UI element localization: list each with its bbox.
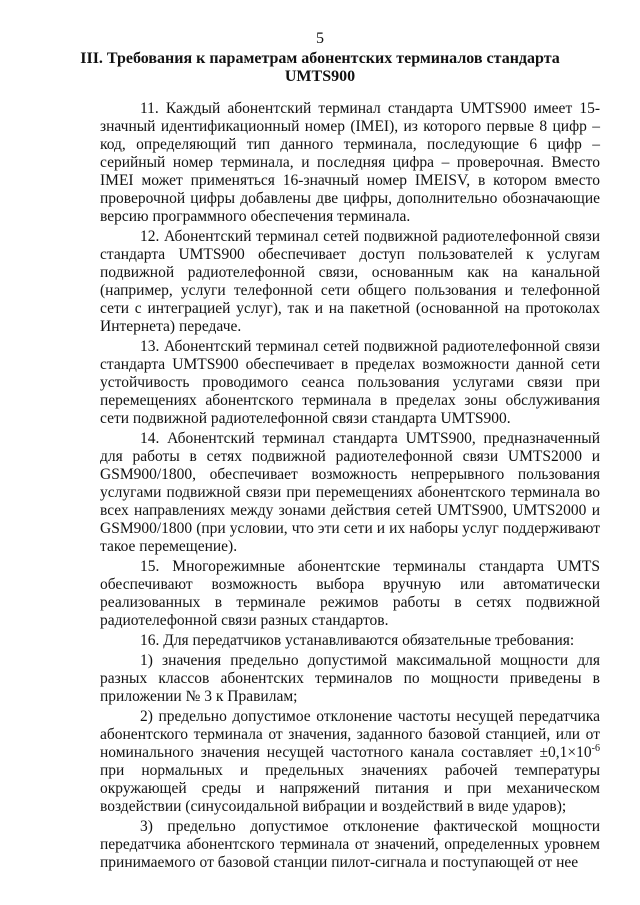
list-item-3: 3) предельно допустимое отклонение фактической мощности передатчика абонентского терминала от значений, определенных уровнем принимаемого от базовой станции пилот-сигнала и поступающей от нее: [100, 818, 600, 871]
paragraph-14: 14. Абонентский терминал стандарта UMTS900, предназначенный для работы в сетях подвижной радиотелефонной связи UMTS2000 и GSM900/1800, обеспечивает возможность непрерывного пользования услугами подвижной связи при перемещениях абонентского терминала во всех направлениях между зонами действия сетей UMTS900, UMTS2000 и GSM900/1800 (при условии, что эти сети и их наборы услуг поддерживают такое перемещение).: [100, 430, 600, 555]
document-body: [100, 100, 600, 874]
list-item-2: [100, 708, 600, 816]
paragraph-16: 16. Для передатчиков устанавливаются обязательные требования:: [140, 632, 575, 649]
section-heading: III. Требования к параметрам абонентских терминалов стандарта UMTS900: [80, 50, 560, 85]
paragraph-15: 15. Многорежимные абонентские терминалы стандарта UMTS обеспечивают возможность выбора вручную или автоматически реализованных в терминале режимов работы в сетях подвижной радиотелефонной связи разных стандартов.: [100, 558, 600, 629]
page-number: 5: [316, 30, 324, 47]
list-item-2-main: 2) предельно допустимое отклонение частоты несущей передатчика абонентского терминала от значения, заданного базовой станцией, или от номинального значения несущей частотного канала составляет ±0,1×10: [100, 708, 600, 761]
list-item-2-tail: при нормальных и предельных значениях рабочей температуры окружающей среды и напряжений питания и при механическом воздействии (синусоидальной вибрации и воздействий в виде ударов);: [100, 762, 600, 815]
list-item-2-exponent: -6: [591, 742, 600, 754]
paragraph-12: 12. Абонентский терминал сетей подвижной радиотелефонной связи стандарта UMTS900 обеспечивает доступ пользователей к услугам подвижной радиотелефонной связи, основанным как на канальной (например, услуги телефонной сети общего пользования и телефонной сети с интеграцией услуг), так и на пакетной (основанной на протоколах Интернета) передаче.: [100, 228, 600, 335]
paragraph-13: 13. Абонентский терминал сетей подвижной радиотелефонной связи стандарта UMTS900 обеспечивает в пределах возможности данной сети устойчивость проводимого сеанса пользования услугами связи при перемещениях абонентского терминала в пределах зоны обслуживания сети подвижной радиотелефонной связи стандарта UMTS900.: [100, 338, 600, 427]
paragraph-11: 11. Каждый абонентский терминал стандарта UMTS900 имеет 15-значный идентификационный номер (IMEI), из которого первые 8 цифр – код, определяющий тип данного терминала, последующие 6 цифр – серийный номер терминала, и последняя цифра – проверочная. Вместо IMEI может применяться 16-значный номер IMEISV, в котором вместо проверочной цифры добавлены две цифры, дополнительно обозначающие версию программного обеспечения терминала.: [100, 100, 600, 225]
list-item-1: 1) значения предельно допустимой максимальной мощности для разных классов абонентских терминалов по мощности приведены в приложении № 3 к Правилам;: [100, 652, 600, 705]
